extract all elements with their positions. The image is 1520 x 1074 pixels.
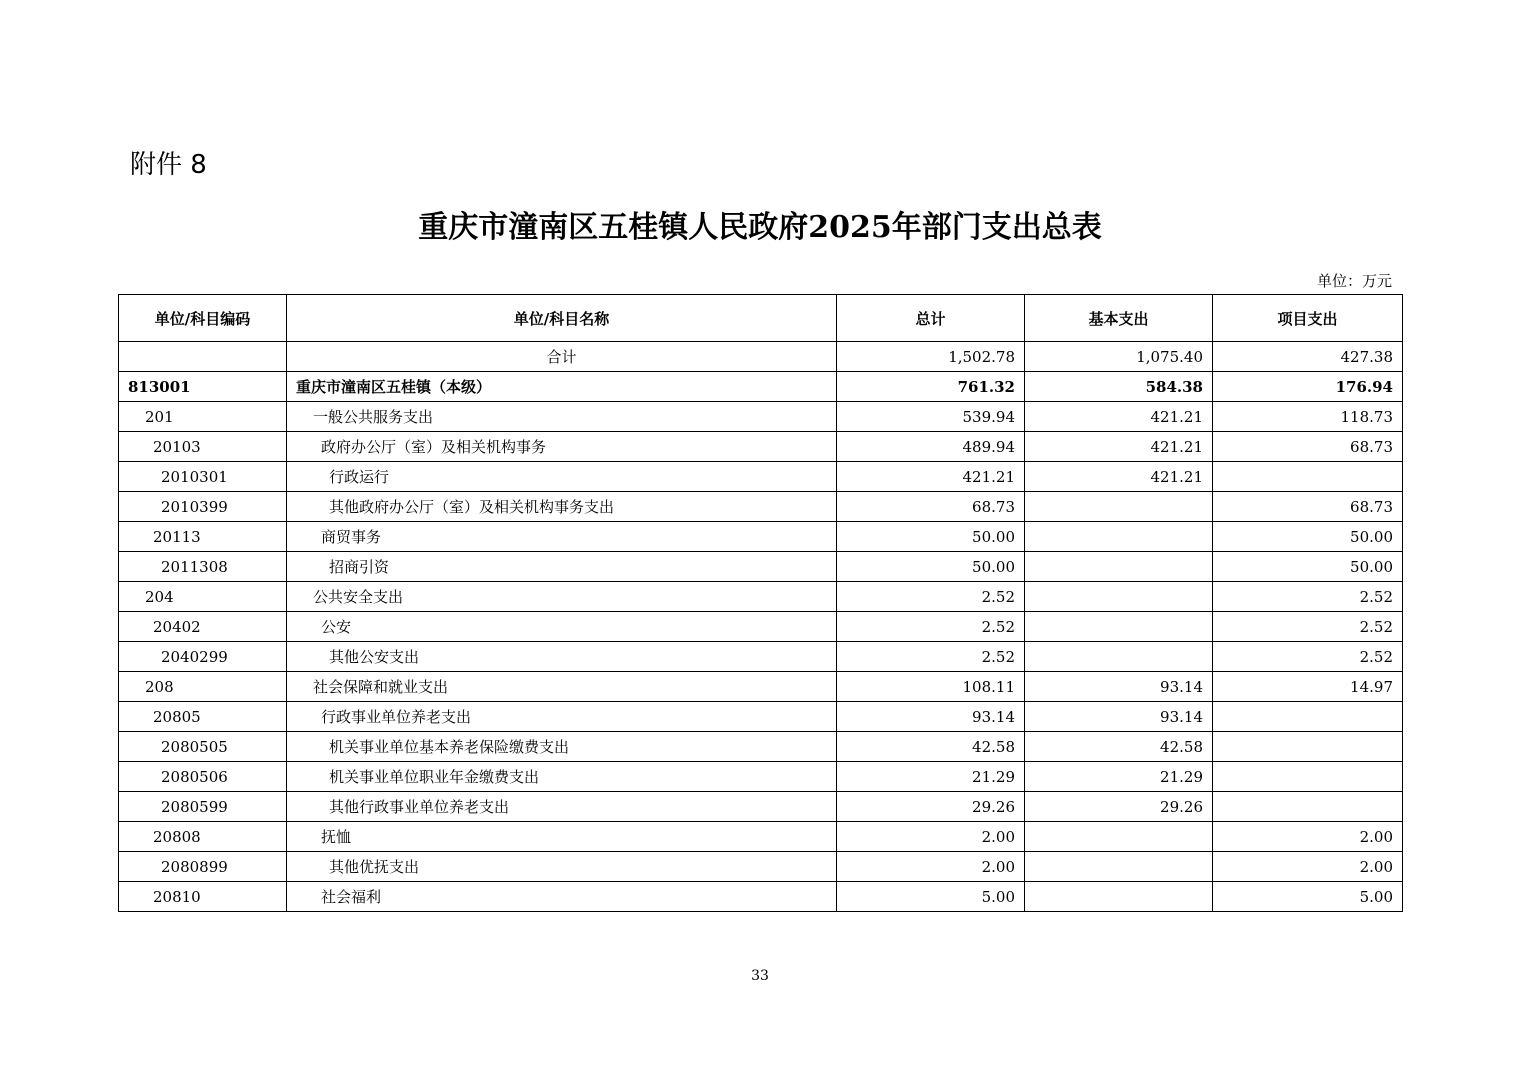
expenditure-table <box>118 294 1403 912</box>
table-row <box>119 462 1403 492</box>
cell-total: 539.94 <box>837 402 1025 432</box>
cell-basic: 93.14 <box>1025 702 1213 732</box>
cell-name: 行政运行 <box>287 462 837 492</box>
cell-project <box>1213 462 1403 492</box>
header-basic: 基本支出 <box>1025 295 1213 342</box>
cell-name: 合计 <box>287 342 837 372</box>
cell-project <box>1213 702 1403 732</box>
cell-project: 427.38 <box>1213 342 1403 372</box>
cell-total: 489.94 <box>837 432 1025 462</box>
cell-total: 2.00 <box>837 822 1025 852</box>
header-code: 单位/科目编码 <box>119 295 287 342</box>
table-row <box>119 732 1403 762</box>
cell-name: 其他优抚支出 <box>287 852 837 882</box>
cell-basic: 1,075.40 <box>1025 342 1213 372</box>
cell-name: 一般公共服务支出 <box>287 402 837 432</box>
table-row <box>119 492 1403 522</box>
cell-code: 2080599 <box>119 792 287 822</box>
table-row <box>119 642 1403 672</box>
cell-name: 社会保障和就业支出 <box>287 672 837 702</box>
cell-basic <box>1025 582 1213 612</box>
cell-code: 20805 <box>119 702 287 732</box>
table-row <box>119 882 1403 912</box>
unit-label: 单位：万元 <box>1316 272 1392 290</box>
cell-total: 421.21 <box>837 462 1025 492</box>
cell-name: 其他公安支出 <box>287 642 837 672</box>
cell-basic: 93.14 <box>1025 672 1213 702</box>
cell-total: 2.52 <box>837 582 1025 612</box>
cell-code: 204 <box>119 582 287 612</box>
cell-total: 1,502.78 <box>837 342 1025 372</box>
cell-name: 招商引资 <box>287 552 837 582</box>
cell-name: 其他行政事业单位养老支出 <box>287 792 837 822</box>
cell-code: 201 <box>119 402 287 432</box>
cell-total: 2.52 <box>837 612 1025 642</box>
cell-total: 50.00 <box>837 522 1025 552</box>
cell-project: 5.00 <box>1213 882 1403 912</box>
cell-name: 抚恤 <box>287 822 837 852</box>
cell-basic <box>1025 612 1213 642</box>
cell-name: 重庆市潼南区五桂镇（本级） <box>287 372 837 402</box>
cell-project: 68.73 <box>1213 432 1403 462</box>
cell-code: 20103 <box>119 432 287 462</box>
table-row <box>119 432 1403 462</box>
cell-name: 公安 <box>287 612 837 642</box>
cell-total: 93.14 <box>837 702 1025 732</box>
cell-project: 50.00 <box>1213 552 1403 582</box>
cell-basic <box>1025 882 1213 912</box>
table-row <box>119 582 1403 612</box>
cell-total: 108.11 <box>837 672 1025 702</box>
cell-project: 2.52 <box>1213 642 1403 672</box>
table-row <box>119 372 1403 402</box>
cell-name: 政府办公厅（室）及相关机构事务 <box>287 432 837 462</box>
cell-total: 50.00 <box>837 552 1025 582</box>
table-row <box>119 852 1403 882</box>
attachment-label: 附件 8 <box>130 150 207 180</box>
cell-code: 813001 <box>119 372 287 402</box>
cell-code: 2010301 <box>119 462 287 492</box>
cell-total: 761.32 <box>837 372 1025 402</box>
cell-code <box>119 342 287 372</box>
cell-name: 行政事业单位养老支出 <box>287 702 837 732</box>
cell-project: 2.52 <box>1213 582 1403 612</box>
cell-project: 2.52 <box>1213 612 1403 642</box>
cell-basic: 21.29 <box>1025 762 1213 792</box>
cell-code: 20810 <box>119 882 287 912</box>
cell-code: 20113 <box>119 522 287 552</box>
cell-total: 2.00 <box>837 852 1025 882</box>
cell-total: 68.73 <box>837 492 1025 522</box>
cell-project: 2.00 <box>1213 852 1403 882</box>
table-row <box>119 702 1403 732</box>
cell-project <box>1213 792 1403 822</box>
cell-code: 2040299 <box>119 642 287 672</box>
cell-name: 社会福利 <box>287 882 837 912</box>
table-body <box>119 342 1403 912</box>
cell-basic: 421.21 <box>1025 462 1213 492</box>
cell-code: 20808 <box>119 822 287 852</box>
table-row <box>119 522 1403 552</box>
cell-basic: 584.38 <box>1025 372 1213 402</box>
table-row <box>119 762 1403 792</box>
table-row <box>119 792 1403 822</box>
cell-basic: 29.26 <box>1025 792 1213 822</box>
cell-basic <box>1025 552 1213 582</box>
page-title: 重庆市潼南区五桂镇人民政府2025年部门支出总表 <box>418 210 1102 245</box>
cell-basic <box>1025 822 1213 852</box>
cell-basic <box>1025 492 1213 522</box>
cell-project: 68.73 <box>1213 492 1403 522</box>
header-name: 单位/科目名称 <box>287 295 837 342</box>
cell-code: 208 <box>119 672 287 702</box>
cell-total: 21.29 <box>837 762 1025 792</box>
cell-project: 14.97 <box>1213 672 1403 702</box>
cell-name: 其他政府办公厅（室）及相关机构事务支出 <box>287 492 837 522</box>
cell-code: 2080899 <box>119 852 287 882</box>
cell-project: 2.00 <box>1213 822 1403 852</box>
cell-name: 机关事业单位基本养老保险缴费支出 <box>287 732 837 762</box>
cell-total: 29.26 <box>837 792 1025 822</box>
cell-basic: 42.58 <box>1025 732 1213 762</box>
cell-project: 118.73 <box>1213 402 1403 432</box>
table-header-row <box>119 295 1403 342</box>
cell-name: 商贸事务 <box>287 522 837 552</box>
cell-name: 公共安全支出 <box>287 582 837 612</box>
table-row <box>119 402 1403 432</box>
table-row <box>119 672 1403 702</box>
page-number: 33 <box>751 968 769 984</box>
cell-code: 2080505 <box>119 732 287 762</box>
cell-project <box>1213 762 1403 792</box>
cell-name: 机关事业单位职业年金缴费支出 <box>287 762 837 792</box>
cell-project: 176.94 <box>1213 372 1403 402</box>
cell-total: 42.58 <box>837 732 1025 762</box>
table-row <box>119 612 1403 642</box>
table-row <box>119 342 1403 372</box>
header-total: 总计 <box>837 295 1025 342</box>
cell-code: 20402 <box>119 612 287 642</box>
cell-project <box>1213 732 1403 762</box>
cell-basic <box>1025 522 1213 552</box>
table-row <box>119 822 1403 852</box>
cell-code: 2011308 <box>119 552 287 582</box>
header-project: 项目支出 <box>1213 295 1403 342</box>
cell-basic: 421.21 <box>1025 432 1213 462</box>
cell-basic: 421.21 <box>1025 402 1213 432</box>
table-row <box>119 552 1403 582</box>
cell-project: 50.00 <box>1213 522 1403 552</box>
cell-code: 2010399 <box>119 492 287 522</box>
cell-total: 5.00 <box>837 882 1025 912</box>
cell-code: 2080506 <box>119 762 287 792</box>
cell-basic <box>1025 852 1213 882</box>
cell-basic <box>1025 642 1213 672</box>
cell-total: 2.52 <box>837 642 1025 672</box>
